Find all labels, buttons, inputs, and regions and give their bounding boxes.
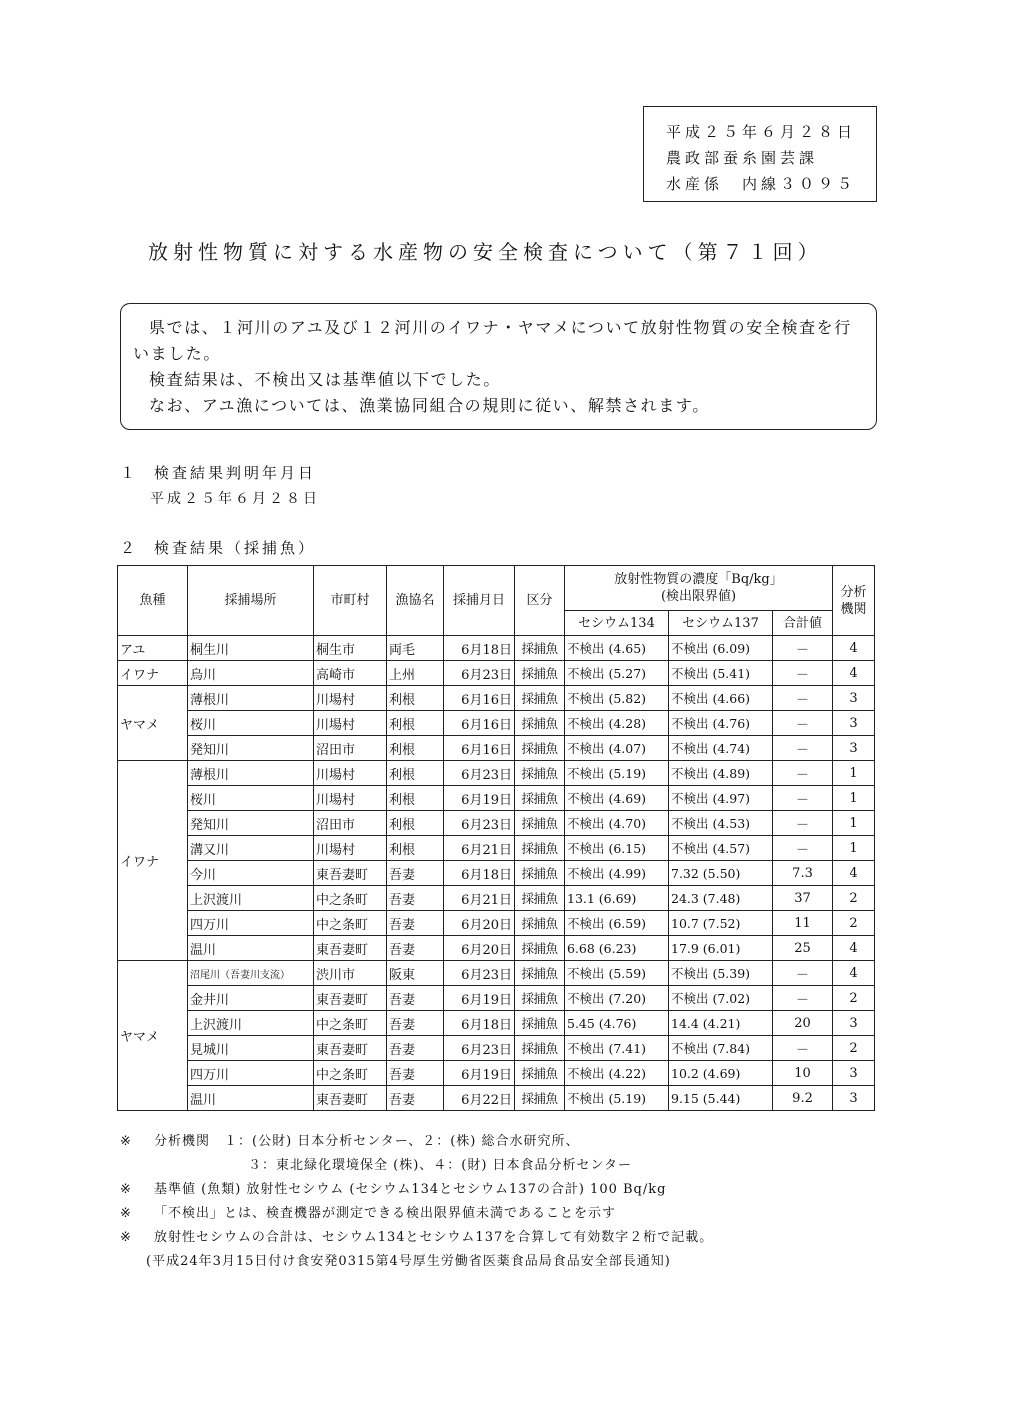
cell-cs134: 不検出 (5.82): [565, 686, 669, 711]
note-total: [120, 1226, 713, 1250]
notes: [120, 1130, 713, 1274]
cell-date: 6月16日: [444, 736, 515, 761]
cell-cs134: 不検出 (7.41): [565, 1036, 669, 1061]
note-lab: [120, 1130, 713, 1154]
cell-cat: 採捕魚: [515, 686, 565, 711]
header-coop: 漁協名: [387, 566, 444, 636]
header-species: 魚種: [118, 566, 188, 636]
cell-lab: 3: [833, 711, 875, 736]
cell-total: 7.3: [773, 861, 833, 886]
cell-species: アユ: [118, 636, 188, 661]
cell-date: 6月21日: [444, 836, 515, 861]
cell-cat: 採捕魚: [515, 636, 565, 661]
cell-total: －: [773, 811, 833, 836]
cell-cat: 採捕魚: [515, 736, 565, 761]
cell-coop: 吾妻: [387, 886, 444, 911]
cell-date: 6月23日: [444, 761, 515, 786]
cell-lab: 2: [833, 1036, 875, 1061]
table-row: [118, 636, 875, 661]
cell-place: 薄根川: [188, 686, 314, 711]
contact-extension: 水産係 内線３０９５: [666, 175, 857, 193]
cell-total: 10: [773, 1061, 833, 1086]
cell-place: 桜川: [188, 711, 314, 736]
cell-place: 金井川: [188, 986, 314, 1011]
cell-total: －: [773, 711, 833, 736]
section-2-title: 検査結果（採捕魚）: [154, 539, 317, 557]
cell-cs134: 不検出 (4.99): [565, 861, 669, 886]
note-not-detected-text: 「不検出」とは、検査機器が測定できる検出限界値未満であることを示す: [154, 1206, 617, 1221]
section-1-title: 検査結果判明年月日: [154, 464, 317, 482]
table-row: [118, 1086, 875, 1111]
cell-total: －: [773, 686, 833, 711]
cell-date: 6月19日: [444, 1061, 515, 1086]
note-mark: ※: [120, 1134, 132, 1149]
cell-cs137: 17.9 (6.01): [669, 936, 773, 961]
cell-date: 6月20日: [444, 936, 515, 961]
results-table-body: [118, 636, 875, 1111]
cell-date: 6月19日: [444, 986, 515, 1011]
cell-lab: 3: [833, 1086, 875, 1111]
header-cs134: セシウム134: [565, 611, 669, 636]
note-standard: [120, 1178, 713, 1202]
cell-lab: 2: [833, 911, 875, 936]
cell-cs137: 10.2 (4.69): [669, 1061, 773, 1086]
issuer-box: [643, 106, 877, 202]
table-row: [118, 686, 875, 711]
note-total-text: 放射性セシウムの合計は、セシウム134とセシウム137を合算して有効数字２桁で記載。: [154, 1230, 714, 1245]
header-concentration-line1: 放射性物質の濃度「Bq/kg」: [614, 572, 783, 587]
cell-cat: 採捕魚: [515, 1036, 565, 1061]
table-row: [118, 711, 875, 736]
cell-coop: 吾妻: [387, 1086, 444, 1111]
cell-lab: 4: [833, 961, 875, 986]
cell-place: 桜川: [188, 786, 314, 811]
table-row: [118, 1011, 875, 1036]
cell-lab: 4: [833, 861, 875, 886]
cell-lab: 2: [833, 886, 875, 911]
cell-coop: 利根: [387, 711, 444, 736]
cell-cs137: 不検出 (4.97): [669, 786, 773, 811]
cell-total: －: [773, 661, 833, 686]
cell-lab: 4: [833, 661, 875, 686]
cell-total: －: [773, 636, 833, 661]
cell-lab: 2: [833, 986, 875, 1011]
cell-place: 四万川: [188, 1061, 314, 1086]
cell-cat: 採捕魚: [515, 836, 565, 861]
note-standard-text: 基準値 (魚類) 放射性セシウム (セシウム134とセシウム137の合計) 100 Bq/kg: [154, 1182, 667, 1197]
cell-date: 6月18日: [444, 636, 515, 661]
result-date: 平成２５年６月２８日: [150, 491, 320, 507]
cell-place: 見城川: [188, 1036, 314, 1061]
cell-cat: 採捕魚: [515, 1061, 565, 1086]
note-not-detected: [120, 1202, 713, 1226]
cell-coop: 吾妻: [387, 936, 444, 961]
cell-cs137: 10.7 (7.52): [669, 911, 773, 936]
cell-coop: 上州: [387, 661, 444, 686]
cell-place: 発知川: [188, 736, 314, 761]
issuing-department: 農政部蚕糸園芸課: [666, 149, 819, 167]
cell-cs134: 不検出 (6.59): [565, 911, 669, 936]
cell-muni: 川場村: [314, 761, 387, 786]
cell-species: イワナ: [118, 761, 188, 961]
cell-lab: 3: [833, 1061, 875, 1086]
cell-species: ヤマメ: [118, 686, 188, 761]
cell-cs137: 不検出 (6.09): [669, 636, 773, 661]
cell-muni: 中之条町: [314, 1011, 387, 1036]
cell-date: 6月20日: [444, 911, 515, 936]
cell-total: －: [773, 1036, 833, 1061]
cell-place: 温川: [188, 936, 314, 961]
cell-place: 沼尾川（吾妻川支流）: [188, 961, 314, 986]
cell-cat: 採捕魚: [515, 961, 565, 986]
cell-coop: 阪東: [387, 961, 444, 986]
cell-total: 20: [773, 1011, 833, 1036]
cell-coop: 吾妻: [387, 911, 444, 936]
note-mark: ※: [120, 1182, 132, 1197]
cell-cat: 採捕魚: [515, 911, 565, 936]
header-place: 採捕場所: [188, 566, 314, 636]
cell-total: －: [773, 736, 833, 761]
cell-cat: 採捕魚: [515, 661, 565, 686]
cell-coop: 吾妻: [387, 861, 444, 886]
table-row: [118, 861, 875, 886]
cell-muni: 川場村: [314, 686, 387, 711]
cell-muni: 川場村: [314, 711, 387, 736]
cell-muni: 中之条町: [314, 886, 387, 911]
cell-total: 25: [773, 936, 833, 961]
cell-cs137: 不検出 (7.02): [669, 986, 773, 1011]
issue-date: 平成２５年６月２８日: [666, 123, 857, 141]
cell-date: 6月23日: [444, 811, 515, 836]
cell-cat: 採捕魚: [515, 936, 565, 961]
cell-total: 37: [773, 886, 833, 911]
cell-coop: 吾妻: [387, 986, 444, 1011]
cell-cs137: 不検出 (5.41): [669, 661, 773, 686]
cell-coop: 吾妻: [387, 1011, 444, 1036]
cell-lab: 3: [833, 736, 875, 761]
cell-total: －: [773, 836, 833, 861]
cell-cs134: 不検出 (5.27): [565, 661, 669, 686]
cell-muni: 東吾妻町: [314, 1036, 387, 1061]
cell-muni: 東吾妻町: [314, 936, 387, 961]
cell-coop: 吾妻: [387, 1036, 444, 1061]
cell-cat: 採捕魚: [515, 886, 565, 911]
note-lab-text-1: 分析機関 １：(公財) 日本分析センター、２：(株) 総合水研究所、: [154, 1134, 580, 1149]
table-row: [118, 936, 875, 961]
cell-muni: 中之条町: [314, 911, 387, 936]
cell-muni: 川場村: [314, 786, 387, 811]
cell-place: 上沢渡川: [188, 1011, 314, 1036]
cell-place: 温川: [188, 1086, 314, 1111]
cell-lab: 4: [833, 936, 875, 961]
cell-cs137: 不検出 (4.76): [669, 711, 773, 736]
header-lab: 分析機関: [833, 566, 875, 636]
cell-coop: 利根: [387, 811, 444, 836]
header-total: 合計値: [773, 611, 833, 636]
cell-cs134: 不検出 (5.59): [565, 961, 669, 986]
cell-date: 6月18日: [444, 861, 515, 886]
table-row: [118, 886, 875, 911]
cell-cs134: 不検出 (6.15): [565, 836, 669, 861]
cell-date: 6月21日: [444, 886, 515, 911]
cell-cs137: 9.15 (5.44): [669, 1086, 773, 1111]
cell-coop: 吾妻: [387, 1061, 444, 1086]
cell-date: 6月19日: [444, 786, 515, 811]
cell-cat: 採捕魚: [515, 1011, 565, 1036]
cell-cat: 採捕魚: [515, 711, 565, 736]
table-row: [118, 811, 875, 836]
cell-coop: 利根: [387, 761, 444, 786]
cell-coop: 利根: [387, 836, 444, 861]
note-mark: ※: [120, 1230, 132, 1245]
cell-cs134: 不検出 (4.07): [565, 736, 669, 761]
cell-total: －: [773, 961, 833, 986]
cell-cat: 採捕魚: [515, 761, 565, 786]
table-row: [118, 1036, 875, 1061]
section-2-heading: [120, 537, 316, 558]
cell-date: 6月23日: [444, 1036, 515, 1061]
table-row: [118, 761, 875, 786]
cell-date: 6月16日: [444, 686, 515, 711]
cell-muni: 東吾妻町: [314, 861, 387, 886]
cell-muni: 渋川市: [314, 961, 387, 986]
cell-coop: 両毛: [387, 636, 444, 661]
table-row: [118, 986, 875, 1011]
cell-total: －: [773, 761, 833, 786]
cell-place: 薄根川: [188, 761, 314, 786]
table-row: [118, 961, 875, 986]
header-municipality: 市町村: [314, 566, 387, 636]
summary-line-1: 県では、１河川のアユ及び１２河川のイワナ・ヤマメについて放射性物質の安全検査を行いました。: [133, 318, 852, 363]
cell-lab: 1: [833, 811, 875, 836]
cell-place: 桐生川: [188, 636, 314, 661]
header-cs137: セシウム137: [669, 611, 773, 636]
cell-cs134: 不検出 (5.19): [565, 761, 669, 786]
section-1-heading: [120, 462, 316, 483]
cell-cs134: 5.45 (4.76): [565, 1011, 669, 1036]
cell-cat: 採捕魚: [515, 861, 565, 886]
cell-species: ヤマメ: [118, 961, 188, 1111]
cell-place: 烏川: [188, 661, 314, 686]
note-mark: ※: [120, 1206, 132, 1221]
cell-date: 6月23日: [444, 961, 515, 986]
cell-cs137: 14.4 (4.21): [669, 1011, 773, 1036]
cell-place: 発知川: [188, 811, 314, 836]
cell-place: 今川: [188, 861, 314, 886]
cell-muni: 東吾妻町: [314, 986, 387, 1011]
header-concentration-line2: (検出限界値): [660, 589, 737, 604]
note-notice-reference: (平成24年3月15日付け食安発0315第4号厚生労働省医薬食品局食品安全部長通知): [146, 1254, 671, 1269]
cell-cs134: 不検出 (4.22): [565, 1061, 669, 1086]
table-row: [118, 661, 875, 686]
cell-lab: 3: [833, 686, 875, 711]
cell-cs137: 24.3 (7.48): [669, 886, 773, 911]
cell-lab: 1: [833, 761, 875, 786]
section-1-number: １: [120, 464, 139, 482]
cell-cs134: 不検出 (4.65): [565, 636, 669, 661]
cell-place: 溝又川: [188, 836, 314, 861]
summary-box: [120, 303, 877, 430]
cell-cs137: 不検出 (4.89): [669, 761, 773, 786]
cell-cat: 採捕魚: [515, 786, 565, 811]
cell-coop: 利根: [387, 686, 444, 711]
cell-cat: 採捕魚: [515, 811, 565, 836]
cell-cs134: 6.68 (6.23): [565, 936, 669, 961]
cell-species: イワナ: [118, 661, 188, 686]
cell-cs137: 不検出 (4.53): [669, 811, 773, 836]
cell-muni: 沼田市: [314, 811, 387, 836]
table-row: [118, 786, 875, 811]
cell-date: 6月16日: [444, 711, 515, 736]
cell-lab: 1: [833, 836, 875, 861]
cell-muni: 高崎市: [314, 661, 387, 686]
cell-total: －: [773, 786, 833, 811]
cell-muni: 桐生市: [314, 636, 387, 661]
cell-coop: 利根: [387, 786, 444, 811]
summary-line-2: 検査結果は、不検出又は基準値以下でした。: [149, 370, 502, 389]
table-row: [118, 911, 875, 936]
cell-total: 11: [773, 911, 833, 936]
cell-total: 9.2: [773, 1086, 833, 1111]
summary-line-3: なお、アユ漁については、漁業協同組合の規則に従い、解禁されます。: [149, 396, 710, 415]
note-lab-text-2: ３：東北緑化環境保全 (株)、４：(財) 日本食品分析センター: [248, 1158, 633, 1173]
table-row: [118, 1061, 875, 1086]
cell-coop: 利根: [387, 736, 444, 761]
results-table: [117, 565, 875, 1111]
cell-cs137: 不検出 (4.66): [669, 686, 773, 711]
cell-muni: 東吾妻町: [314, 1086, 387, 1111]
document-title: 放射性物質に対する水産物の安全検査について（第７１回）: [148, 240, 823, 264]
cell-cs134: 不検出 (5.19): [565, 1086, 669, 1111]
cell-cat: 採捕魚: [515, 986, 565, 1011]
cell-muni: 中之条町: [314, 1061, 387, 1086]
cell-cs137: 不検出 (5.39): [669, 961, 773, 986]
header-category: 区分: [515, 566, 565, 636]
cell-place: 四万川: [188, 911, 314, 936]
cell-cs134: 不検出 (4.69): [565, 786, 669, 811]
cell-cs134: 不検出 (4.70): [565, 811, 669, 836]
cell-lab: 3: [833, 1011, 875, 1036]
cell-lab: 1: [833, 786, 875, 811]
cell-cs134: 13.1 (6.69): [565, 886, 669, 911]
cell-cs137: 不検出 (4.57): [669, 836, 773, 861]
cell-date: 6月23日: [444, 661, 515, 686]
cell-place: 上沢渡川: [188, 886, 314, 911]
cell-lab: 4: [833, 636, 875, 661]
cell-cs137: 7.32 (5.50): [669, 861, 773, 886]
header-concentration: [565, 566, 833, 611]
cell-cs137: 不検出 (7.84): [669, 1036, 773, 1061]
cell-date: 6月22日: [444, 1086, 515, 1111]
cell-cs134: 不検出 (4.28): [565, 711, 669, 736]
section-2-number: ２: [120, 539, 139, 557]
cell-total: －: [773, 986, 833, 1011]
header-date: 採捕月日: [444, 566, 515, 636]
cell-cs134: 不検出 (7.20): [565, 986, 669, 1011]
cell-cs137: 不検出 (4.74): [669, 736, 773, 761]
cell-date: 6月18日: [444, 1011, 515, 1036]
cell-muni: 沼田市: [314, 736, 387, 761]
cell-muni: 川場村: [314, 836, 387, 861]
cell-cat: 採捕魚: [515, 1086, 565, 1111]
table-row: [118, 736, 875, 761]
table-row: [118, 836, 875, 861]
